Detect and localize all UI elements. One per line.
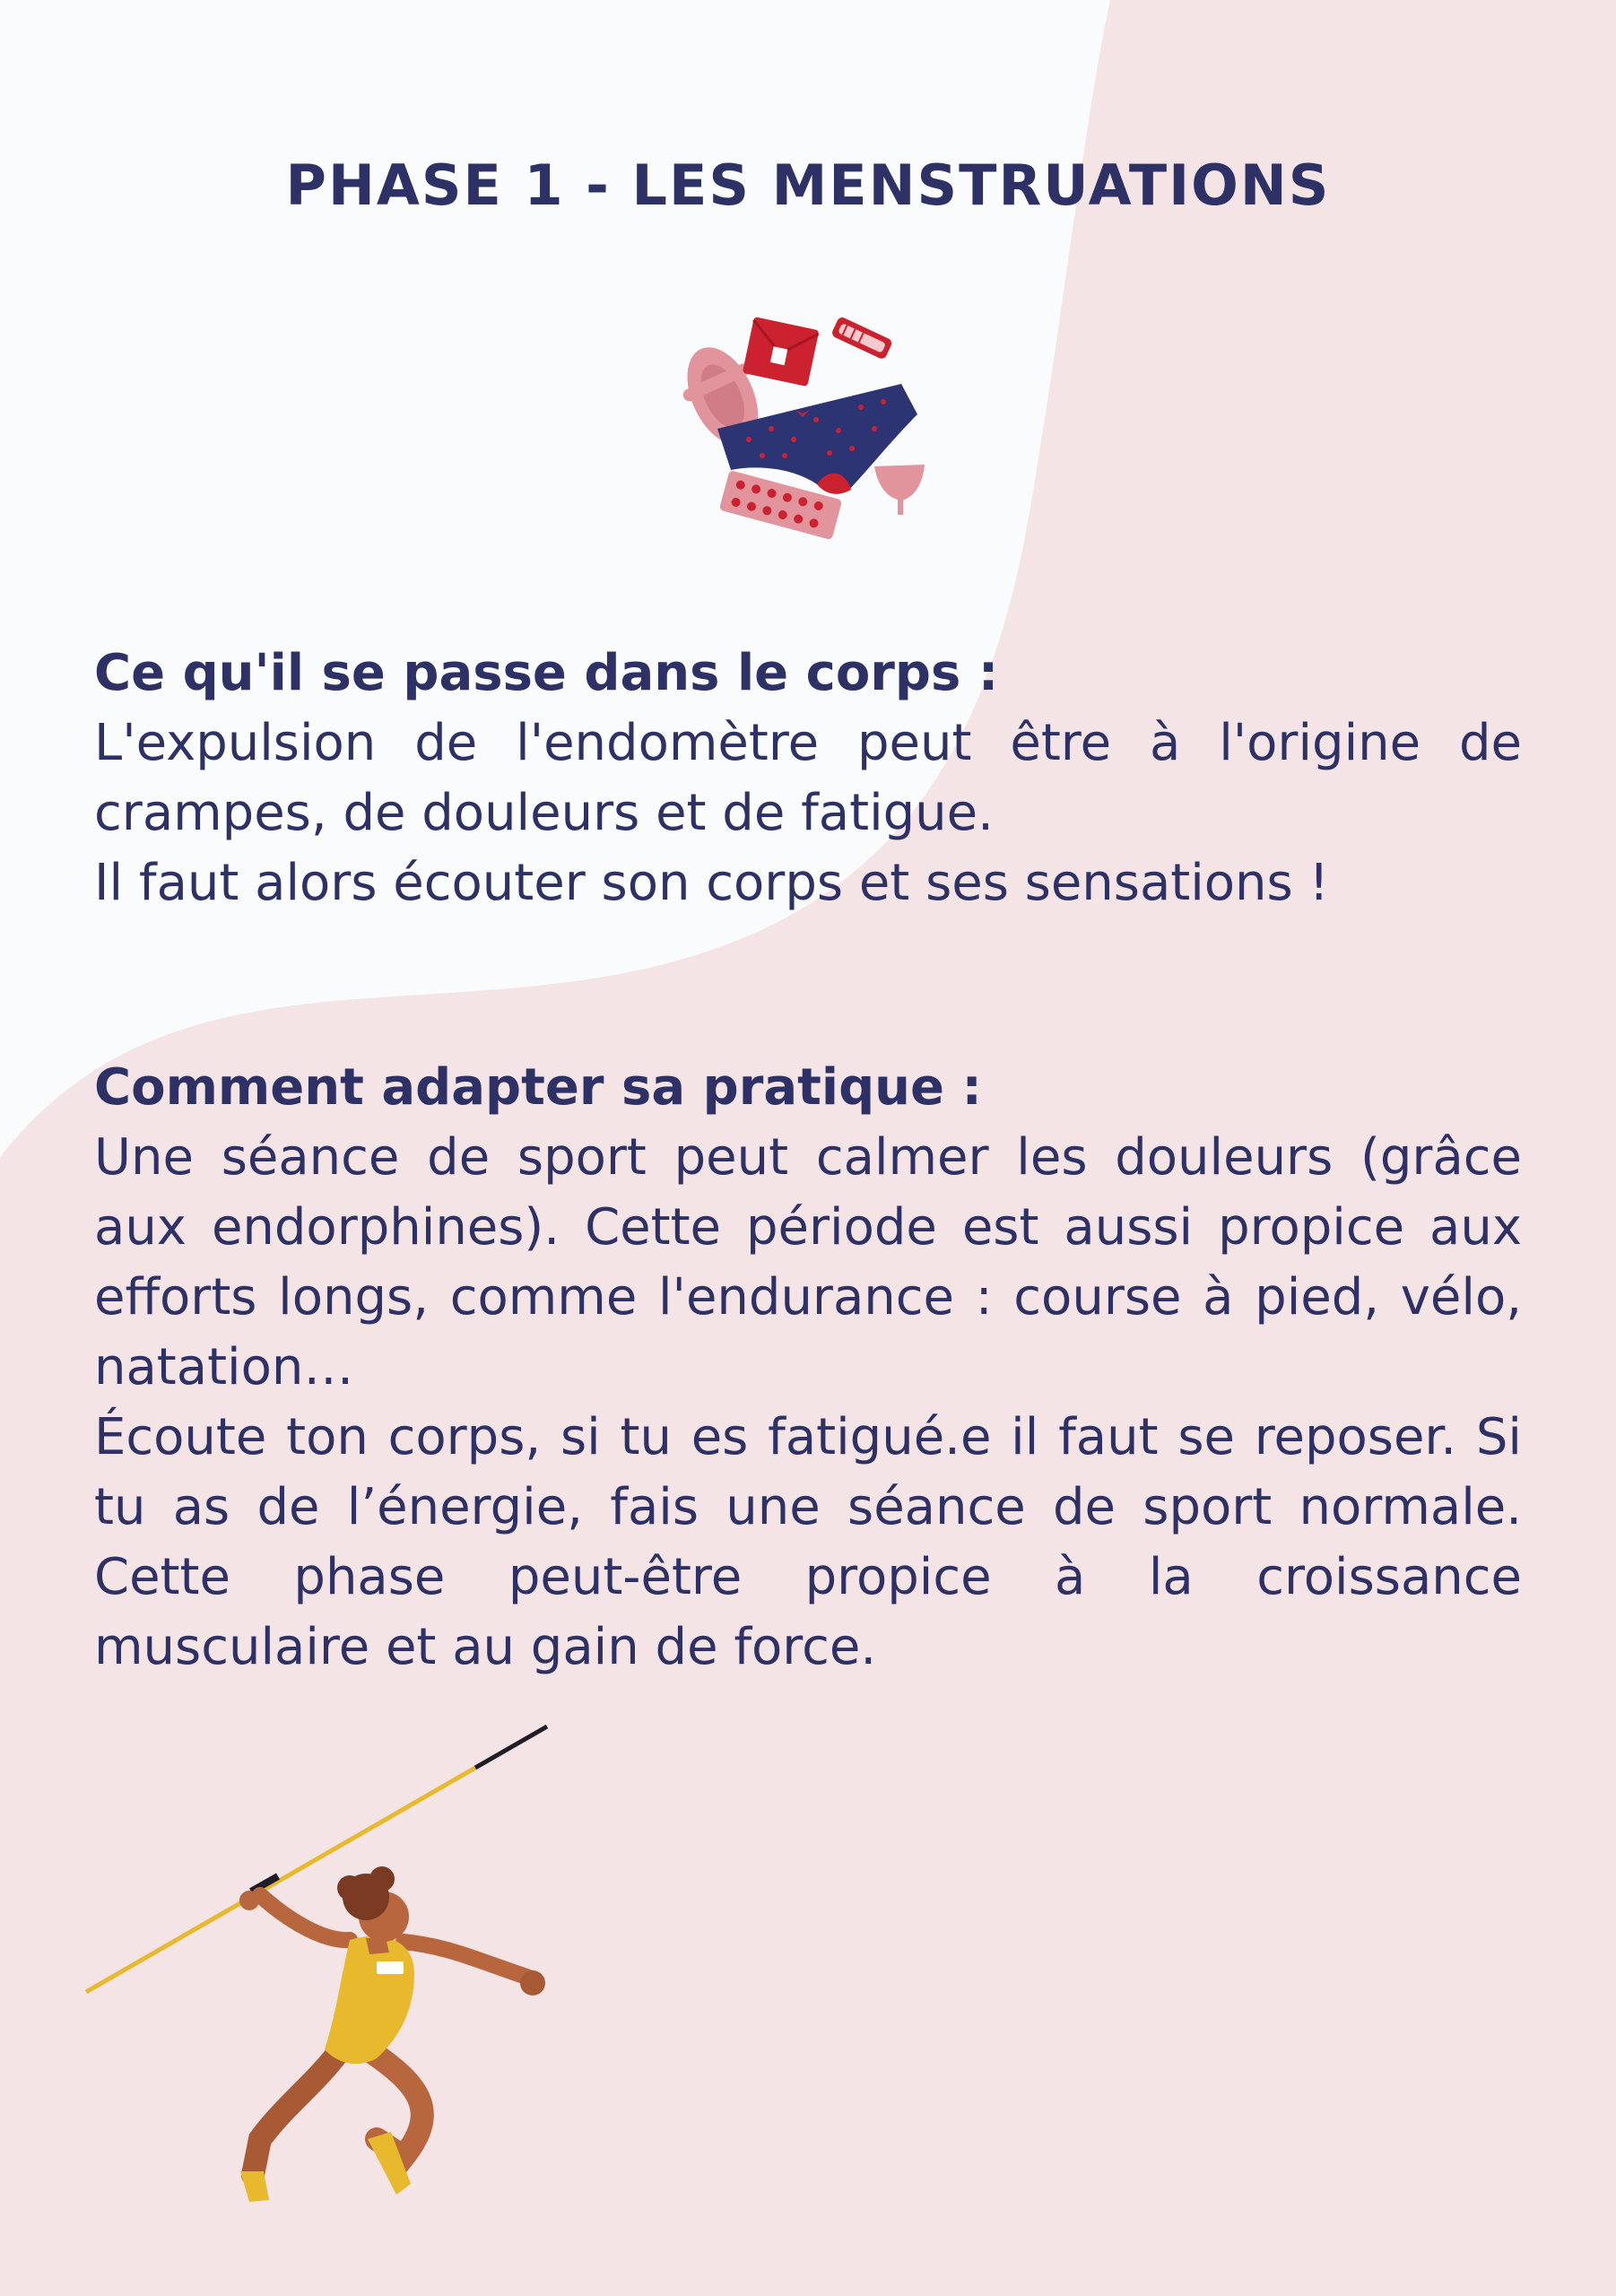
javelin-thrower-illustration <box>81 1718 583 2220</box>
section-paragraph: Il faut alors écouter son corps et ses sensations ! <box>94 854 1329 912</box>
section-body-changes <box>94 639 1522 918</box>
section-paragraph: Écoute ton corps, si tu es fatigué.e il faut se reposer. Si tu as de l’énergie, fais une séance de sport normale. Cette phase peut-être propice à la croissance musculaire et au gain de force. <box>94 1408 1522 1676</box>
section-heading: Comment adapter sa pratique : <box>94 1058 982 1117</box>
section-practice <box>94 1053 1522 1683</box>
section-paragraph: L'expulsion de l'endomètre peut être à l'origine de crampes, de douleurs et de fatigue. <box>94 714 1522 842</box>
section-paragraph: Une séance de sport peut calmer les douleurs (grâce aux endorphines). Cette période est aussi propice aux efforts longs, comme l'endurance : course à pied, vélo, natation… <box>94 1128 1522 1396</box>
menstrual-products-illustration <box>659 314 946 556</box>
page-title: PHASE 1 - LES MENSTRUATIONS <box>285 152 1331 218</box>
section-heading: Ce qu'il se passe dans le corps : <box>94 644 999 702</box>
